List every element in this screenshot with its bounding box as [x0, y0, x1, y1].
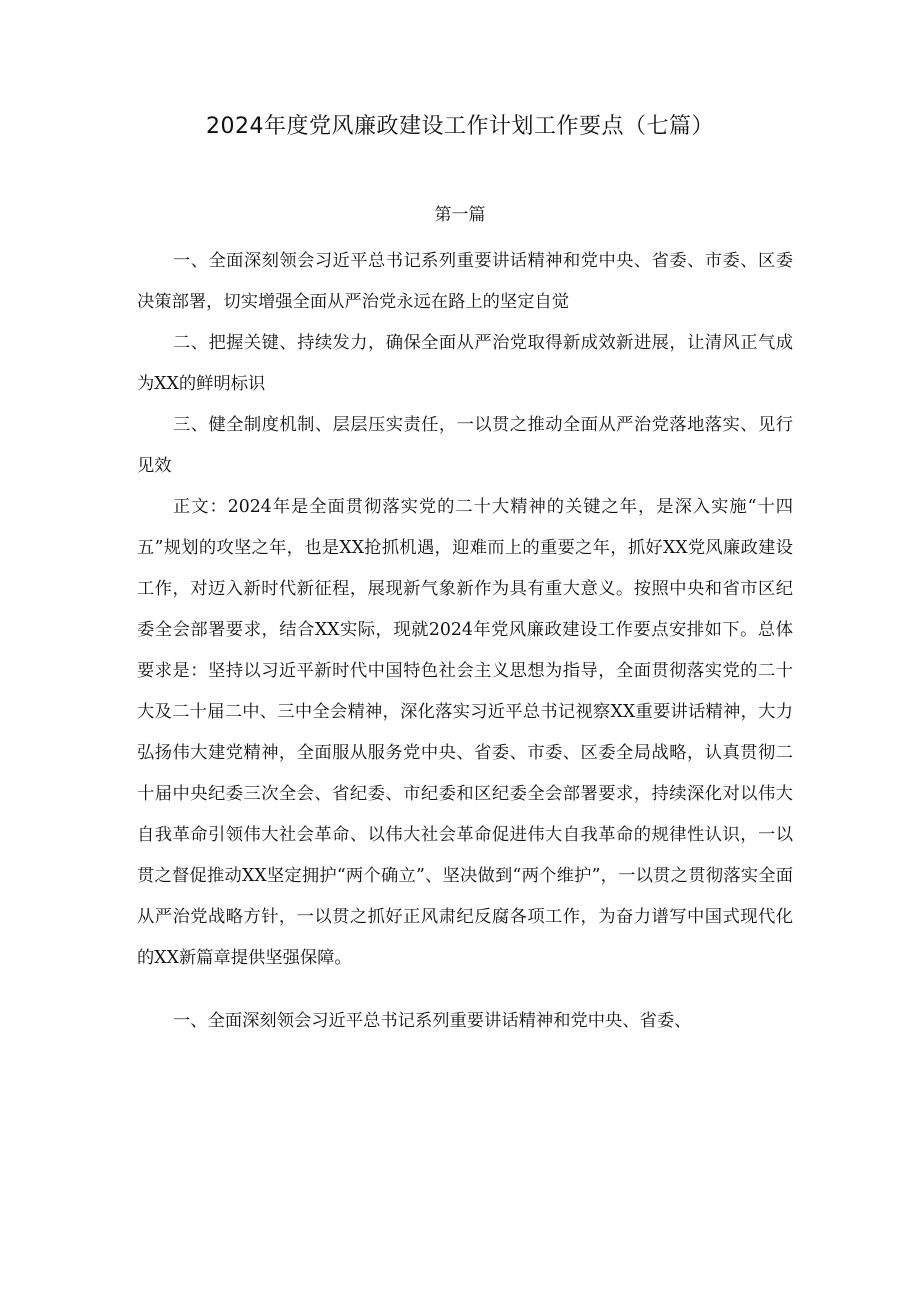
paragraph-point-two: 二、把握关键、持续发力，确保全面从严治党取得新成效新进展，让清风正气成为XX的鲜明标识: [137, 333, 793, 394]
paragraph-point-three: 三、健全制度机制、层层压实责任，一以贯之推动全面从严治党落地落实、见行见效: [137, 415, 793, 476]
paragraph-main-text: 正文：2024年是全面贯彻落实党的二十大精神的关键之年，是深入实施“十四五”规划的攻坚之年，也是XX抢抓机遇，迎难而上的重要之年，抓好XX党风廉政建设工作，对迈入新时代新征程，展现新气象新作为具有重大意义。按照中央和省市区纪委全会部署要求，结合XX实际，现就2024年党风廉政建设工作要点安排如下。总体要求是：坚持以习近平新时代中国特色社会主义思想为指导，全面贯彻落实党的二十大及二十届二中、三中全会精神，深化落实习近平总书记视察XX重要讲话精神，大力弘扬伟大建党精神，全面服从服务党中央、省委、市委、区委全局战略，认真贯彻二十届中央纪委三次全会、省纪委、市纪委和区纪委全会部署要求，持续深化对以伟大自我革命引领伟大社会革命、以伟大社会革命促进伟大自我革命的规律性认识，一以贯之督促推动XX坚定拥护“两个确立”、坚决做到“两个维护”，一以贯之贯彻落实全面从严治党战略方针，一以贯之抓好正风肃纪反腐各项工作，为奋力谱写中国式现代化的XX新篇章提供坚强保障。: [137, 497, 793, 968]
document-title: 2024年度党风廉政建设工作计划工作要点（七篇）: [206, 114, 714, 139]
paragraph-point-one: 一、全面深刻领会习近平总书记系列重要讲话精神和党中央、省委、市委、区委决策部署，切实增强全面从严治党永远在路上的坚定自觉: [137, 251, 793, 312]
chapter-heading: 第一篇: [434, 205, 486, 225]
document-body: [137, 241, 793, 1042]
paragraph-section-one-heading: 一、全面深刻领会习近平总书记系列重要讲话精神和党中央、省委、: [173, 1011, 692, 1031]
